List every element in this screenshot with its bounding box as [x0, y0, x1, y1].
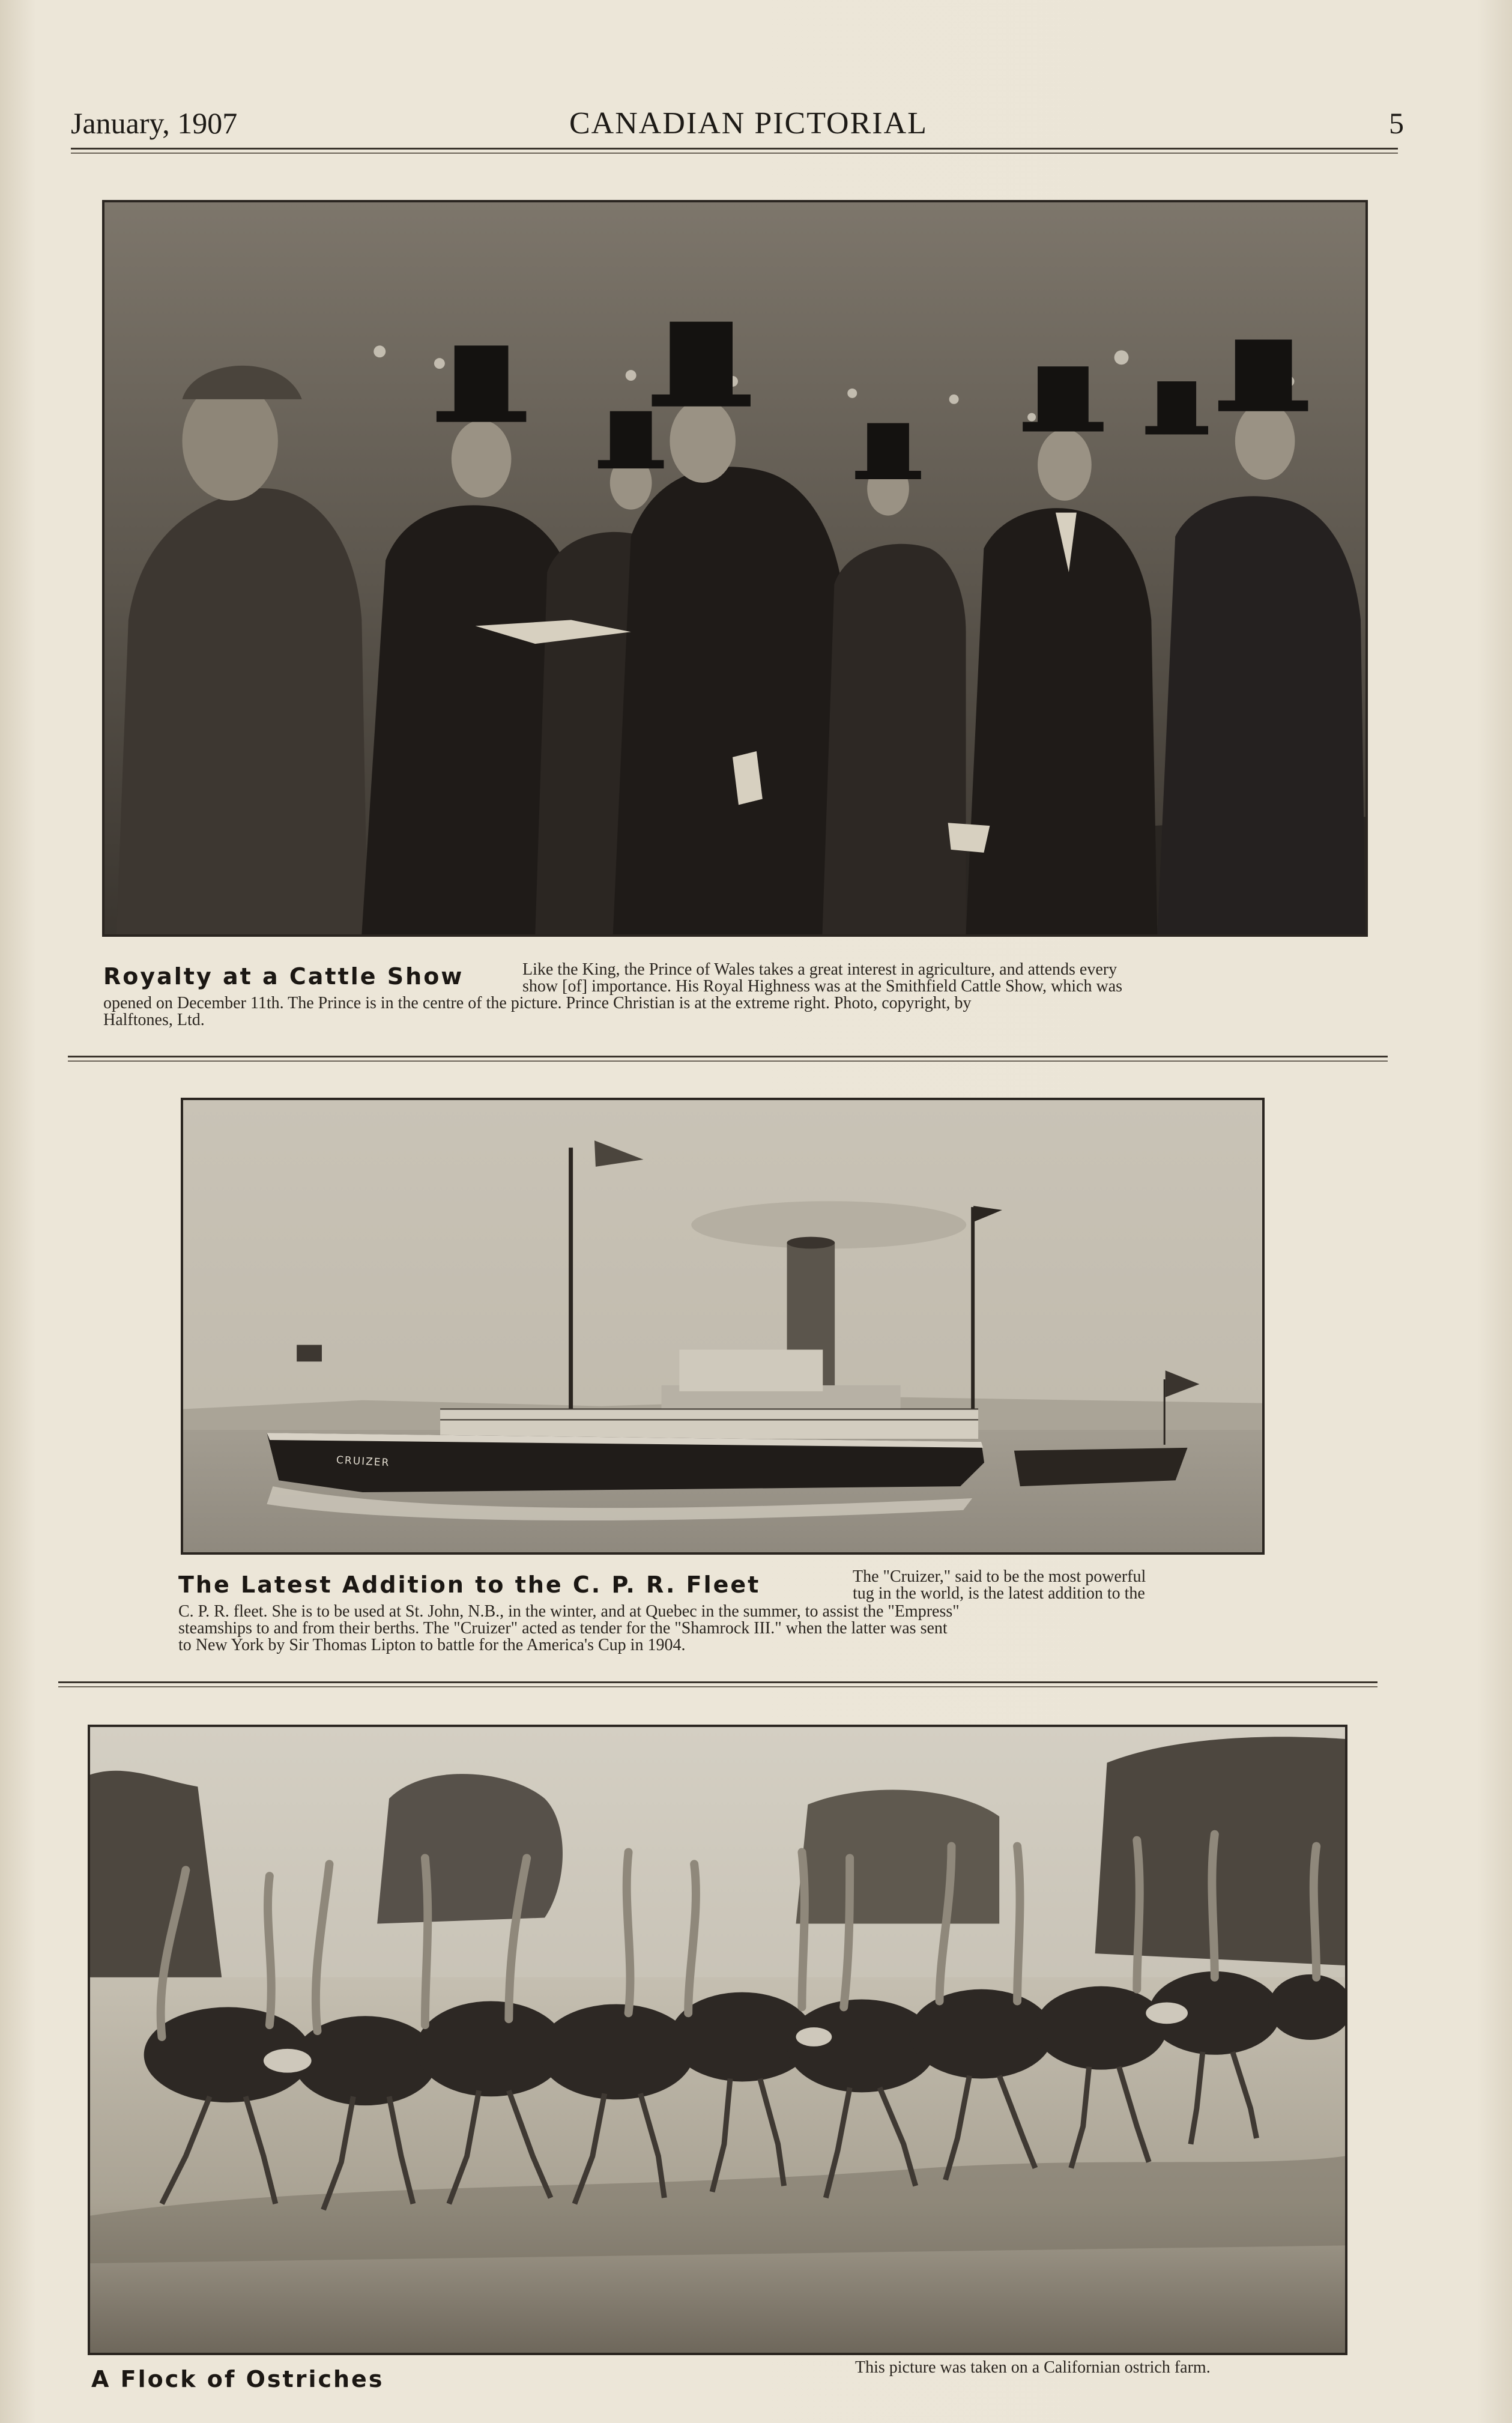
ship-name-label: CRUIZER — [336, 1454, 390, 1469]
ostriches-photo — [88, 1725, 1347, 2355]
section-caption-continued — [103, 995, 1355, 1029]
page-header — [71, 101, 1404, 143]
section-divider — [58, 1681, 1377, 1683]
section-divider — [68, 1056, 1388, 1057]
section-title: Royalty at a Cattle Show — [103, 963, 464, 990]
section-caption — [853, 1568, 1265, 1602]
caption-line: The "Cruizer," said to be the most powerful — [853, 1567, 1146, 1586]
caption-line: to New York by Sir Thomas Lipton to battle for the America's Cup in 1904. — [178, 1636, 686, 1654]
caption-line: show [of] importance. His Royal Highness was at the Smithfield Cattle Show, which was — [522, 977, 1123, 996]
royalty-photo — [102, 200, 1368, 937]
tug-photo — [181, 1098, 1265, 1555]
section-caption-continued — [178, 1603, 1265, 1654]
caption-line: Halftones, Ltd. — [103, 1011, 205, 1029]
section-caption: This picture was taken on a Californian ostrich farm. — [855, 2358, 1211, 2377]
caption-line: Like the King, the Prince of Wales takes a great interest in agriculture, and attends every — [522, 960, 1117, 979]
caption-line: steamships to and from their berths. The "Cruizer" acted as tender for the "Shamrock III." when the latter was sent — [178, 1619, 948, 1638]
publication-title: CANADIAN PICTORIAL — [569, 106, 928, 141]
caption-line: C. P. R. fleet. She is to be used at St. John, N.B., in the winter, and at Quebec in the summer, to assist the "Empress" — [178, 1602, 960, 1621]
section-title: A Flock of Ostriches — [91, 2366, 384, 2392]
caption-line: opened on December 11th. The Prince is in the centre of the picture. Prince Christian is at the extreme right. Photo, copyright, by — [103, 994, 972, 1012]
issue-date: January, 1907 — [71, 106, 238, 140]
section-title: The Latest Addition to the C. P. R. Fleet — [178, 1571, 761, 1598]
section-caption — [522, 961, 1355, 995]
header-rule — [71, 148, 1398, 150]
page-number: 5 — [1389, 106, 1404, 140]
caption-line: tug in the world, is the latest addition to the — [853, 1584, 1145, 1603]
